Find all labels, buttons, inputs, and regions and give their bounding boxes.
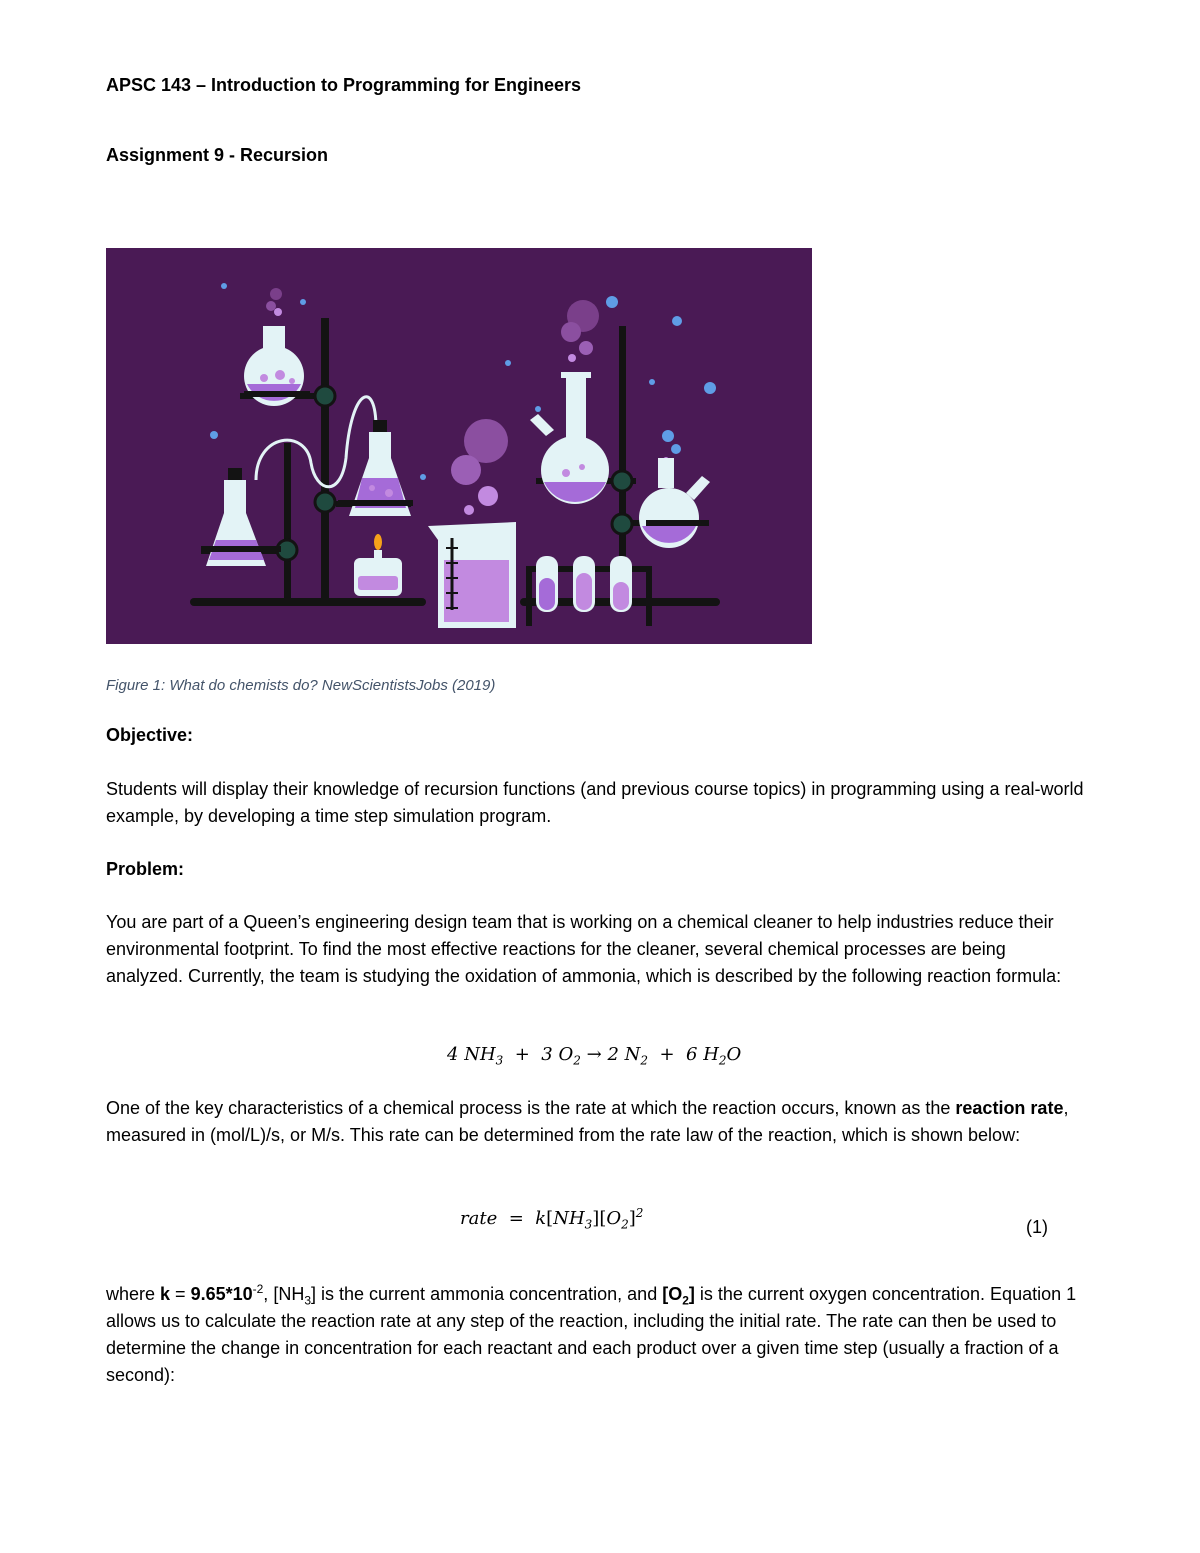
rate-constant-paragraph: where $k = 9.65*10^{-2}$, $[NH_3]$ is the current ammonia concentration, and $[O_2]$ is the current oxygen concentration. Equation 1 allows us to calculate the reaction rate at any step of the reaction, including the initial rate. The rate can then be used to determine the change in concentration for each reactant and each product over a given time step (usually a fraction of a second): (106, 1282, 1077, 1385)
objective-text: Students will display their knowledge of recursion functions (and previous course topics) in programming using a real-world example, by developing a time step simulation program. (106, 779, 1084, 826)
objective-heading: Objective: (106, 725, 194, 745)
course-title: APSC 143 – Introduction to Programming for Engineers (106, 75, 582, 95)
beaker (428, 522, 516, 628)
reaction-equation: 4 $NH_3 + 3$ $O_2 \to 2$ $N_2 + 6$ $H_2O$ (447, 1044, 742, 1068)
assignment-title: Assignment 9 - Recursion (106, 145, 329, 165)
equation-number: (1) (1026, 1217, 1048, 1237)
problem-text: You are part of a Queen’s engineering design team that is working on a chemical cleaner to help industries reduce their environmental footprint. To find the most effective reactions for the cleaner, several chemical processes are being analyzed. Currently, the team is studying the oxidation of ammonia, which is described by the following reaction formula: (106, 912, 1062, 986)
reaction-rate-paragraph: One of the key characteristics of a chemical process is the rate at which the reaction occurs, known as the reaction rate, measured in (mol/L)/s, or M/s. This rate can be determined from the rate law of the reaction, which is shown below: (106, 1098, 1069, 1145)
figure-caption: Figure 1: What do chemists do? NewScientistsJobs (2019) (106, 677, 496, 694)
problem-heading: Problem: (106, 859, 185, 879)
rate-law-equation: rate = $k[NH_3][O_2]^2$ (460, 1206, 644, 1232)
chemistry-lab-illustration (106, 248, 812, 644)
